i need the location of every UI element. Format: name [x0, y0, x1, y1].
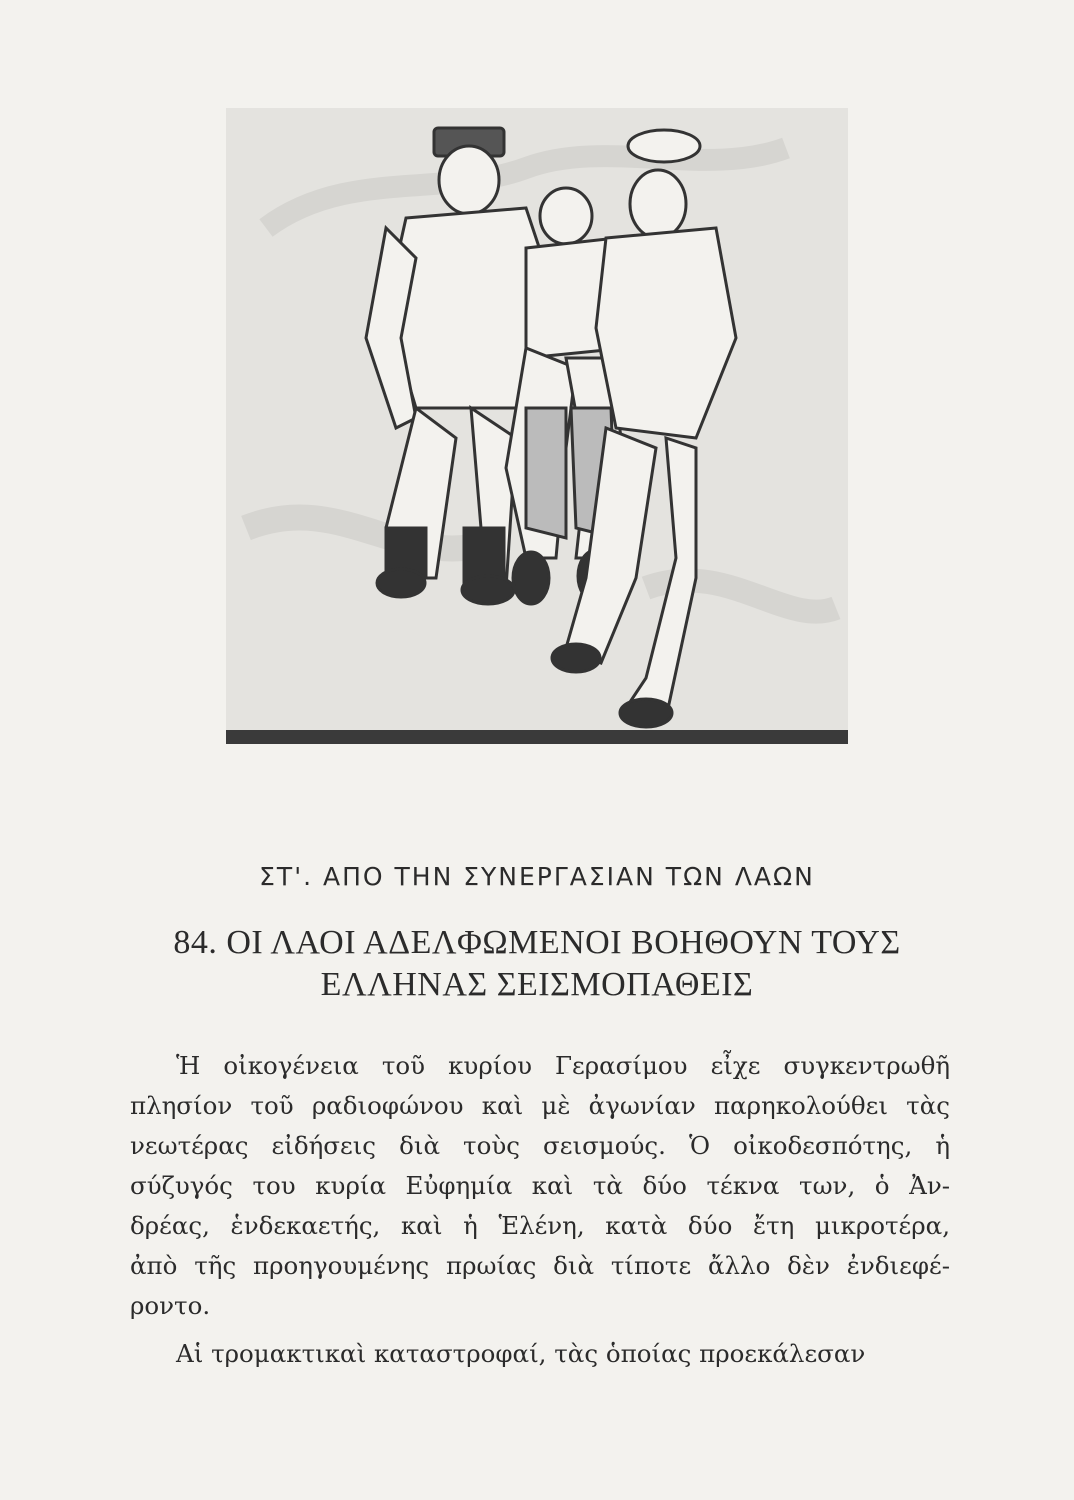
- paragraph-line: πλησίον τοῦ ραδιοφώνου καὶ μὲ ἀγωνίαν παρηκολούθει τὰς: [130, 1091, 950, 1120]
- lesson-title-line-1: 84. ΟΙ ΛΑΟΙ ΑΔΕΛΦΩΜΕΝΟΙ ΒΟΗΘΟΥΝ ΤΟΥΣ: [173, 924, 901, 961]
- body-text: [130, 1046, 950, 1374]
- paragraph-line: νεωτέρας εἰδήσεις διὰ τοὺς σεισμούς. Ὁ οἰκοδεσπότης, ἡ: [130, 1131, 950, 1160]
- section-heading: ΣΤ'. ΑΠΟ ΤΗΝ ΣΥΝΕΡΓΑΣΙΑΝ ΤΩΝ ΛΑΩΝ: [259, 862, 815, 891]
- paragraph-line: Αἱ τρομακτικαὶ καταστροφαί, τὰς ὁποίας προεκάλεσαν: [176, 1339, 866, 1368]
- paragraph-line: δρέας, ἑνδεκαετής, καὶ ἡ Ἑλένη, κατὰ δύο ἔτη μικροτέρα,: [130, 1211, 950, 1240]
- sailors-rescue-icon: [226, 108, 848, 756]
- paragraph-line: Ἡ οἰκογένεια τοῦ κυρίου Γερασίμου εἶχε συγκεντρωθῆ: [176, 1051, 950, 1080]
- woodcut-illustration: [226, 108, 848, 756]
- lesson-title: [0, 922, 1074, 1006]
- paragraph-line: ροντο.: [130, 1291, 211, 1320]
- lesson-title-line-2: ΕΛΛΗΝΑΣ ΣΕΙΣΜΟΠΑΘΕΙΣ: [320, 966, 754, 1003]
- paragraph-line: σύζυγός του κυρία Εὐφημία καὶ τὰ δύο τέκνα των, ὁ Ἀν-: [130, 1171, 950, 1200]
- paragraph-line: ἀπὸ τῆς προηγουμένης πρωίας διὰ τίποτε ἄλλο δὲν ἐνδιεφέ-: [130, 1251, 950, 1280]
